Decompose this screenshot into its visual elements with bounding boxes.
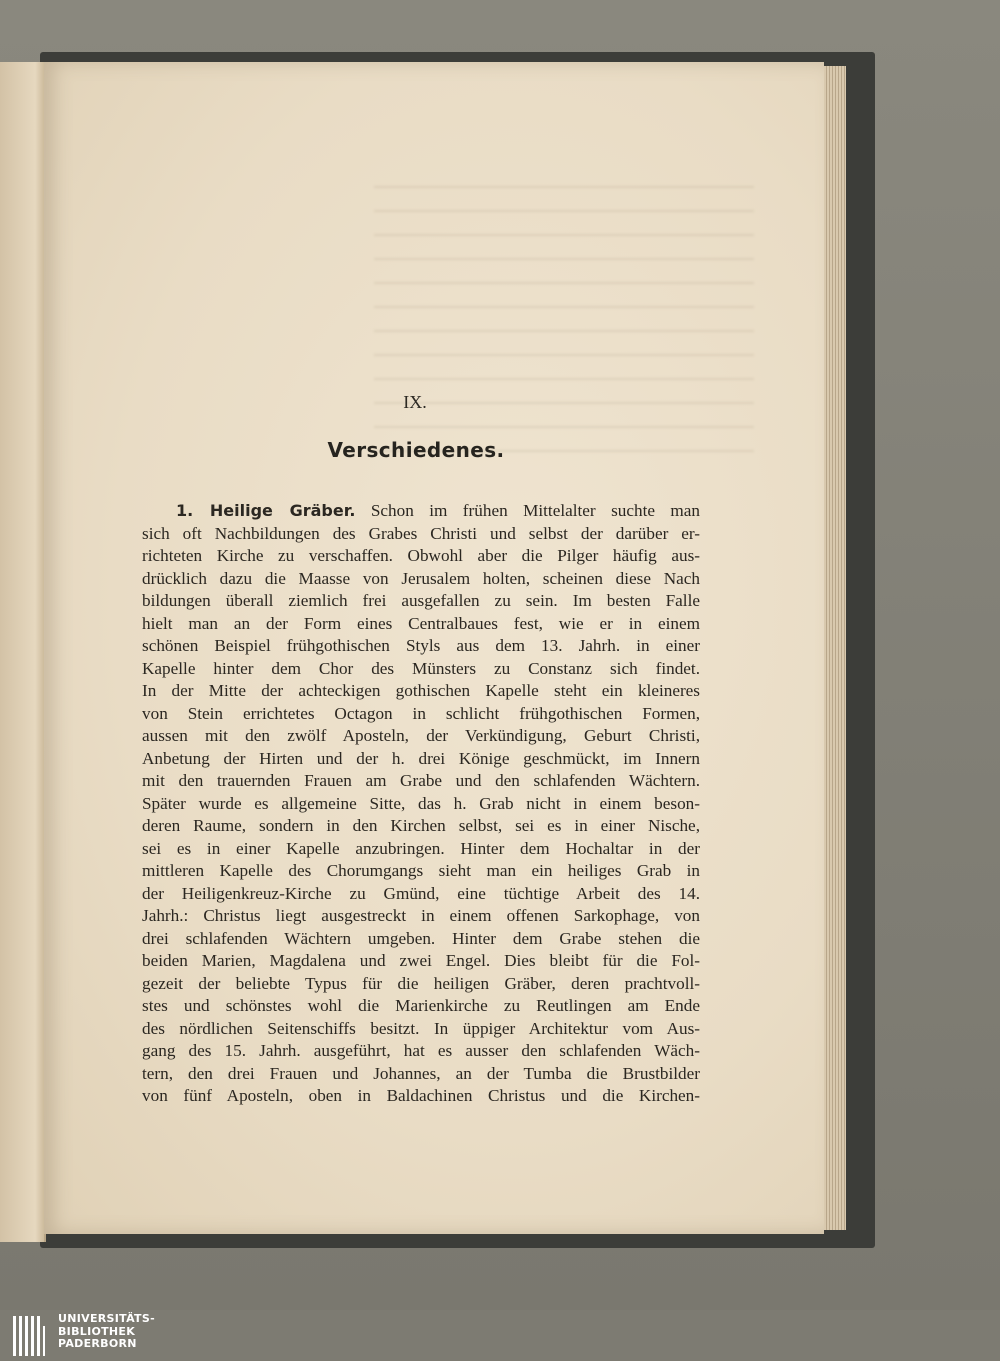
text-line: der Heiligenkreuz-Kirche zu Gmünd, eine tüchtige Arbeit des 14. [142,883,700,903]
text-line: Jahrh.: Christus liegt ausgestreckt in einem offenen Sarkophage, von [142,906,700,925]
chapter-title: Verschiedenes. [327,438,505,462]
text-line: aussen mit den zwölf Aposteln, der Verkündigung, Geburt Christi, [142,726,700,745]
text-line: tern, den drei Frauen und Johannes, an der Tumba die Brustbilder [142,1063,700,1083]
text-line: bildungen überall ziemlich frei ausgefallen zu sein. Im besten Falle [142,591,700,610]
section-heading: 1. Heilige Gräber. [176,501,356,520]
text-line: sei es in einer Kapelle anzubringen. Hinter dem Hochaltar in der [142,838,700,858]
text-line: richteten Kirche zu verschaffen. Obwohl aber die Pilger häufig aus- [142,546,700,565]
chapter-number: IX. [403,392,427,412]
text-line: hielt man an der Form eines Centralbaues fest, wie er in einem [142,613,700,633]
text-line: beiden Marien, Magdalena und zwei Engel. Dies bleibt für die Fol- [142,951,700,970]
text-line: deren Raume, sondern in den Kirchen selbst, sei es in einer Nische, [142,816,700,835]
logo-line-1: UNIVERSITÄTS- [58,1312,155,1325]
text-line: gang des 15. Jahrh. ausgeführt, hat es ausser den schlafenden Wäch- [142,1041,700,1060]
text-line [142,500,700,523]
text-line: stes und schönstes wohl die Marienkirche zu Reutlingen am Ende [142,996,700,1015]
logo-line-3: PADERBORN [58,1337,137,1350]
library-logo-icon [12,1314,46,1358]
text-line: mit den trauernden Frauen am Grabe und den schlafenden Wächtern. [142,771,700,790]
text-line: sich oft Nachbildungen des Grabes Christi und selbst der darüber er- [142,523,700,543]
body-text [142,500,700,1108]
text-line: schönen Beispiel frühgothischen Styls aus dem 13. Jahrh. in einer [142,636,700,655]
text-line: von fünf Aposteln, oben in Baldachinen Christus und die Kirchen- [142,1086,700,1105]
text-line: gezeit der beliebte Typus für die heiligen Gräber, deren prachtvoll- [142,973,700,993]
logo-line-2: BIBLIOTHEK [58,1324,136,1338]
text-line: mittleren Kapelle des Chorumgangs sieht man ein heiliges Grab in [142,861,700,880]
text-line-run: Schon im frühen Mittelalter suchte man [355,501,700,520]
library-logo-text [58,1313,155,1351]
left-page-edge [0,62,46,1242]
text-line: des nördlichen Seitenschiffs besitzt. In üppiger Architektur vom Aus- [142,1018,700,1038]
bleed-through-text [374,170,754,470]
text-line: Später wurde es allgemeine Sitte, das h. Grab nicht in einem beson- [142,793,700,813]
text-line: drücklich dazu die Maasse von Jerusalem holten, scheinen diese Nach [142,568,700,588]
text-line: Anbetung der Hirten und der h. drei Könige geschmückt, im Innern [142,748,700,768]
text-line: drei schlafenden Wächtern umgeben. Hinter dem Grabe stehen die [142,928,700,948]
text-line: Kapelle hinter dem Chor des Münsters zu Constanz sich findet. [142,658,700,678]
text-line: In der Mitte der achteckigen gothischen Kapelle steht ein kleineres [142,681,700,700]
text-line: von Stein errichtetes Octagon in schlicht frühgothischen Formen, [142,703,700,723]
